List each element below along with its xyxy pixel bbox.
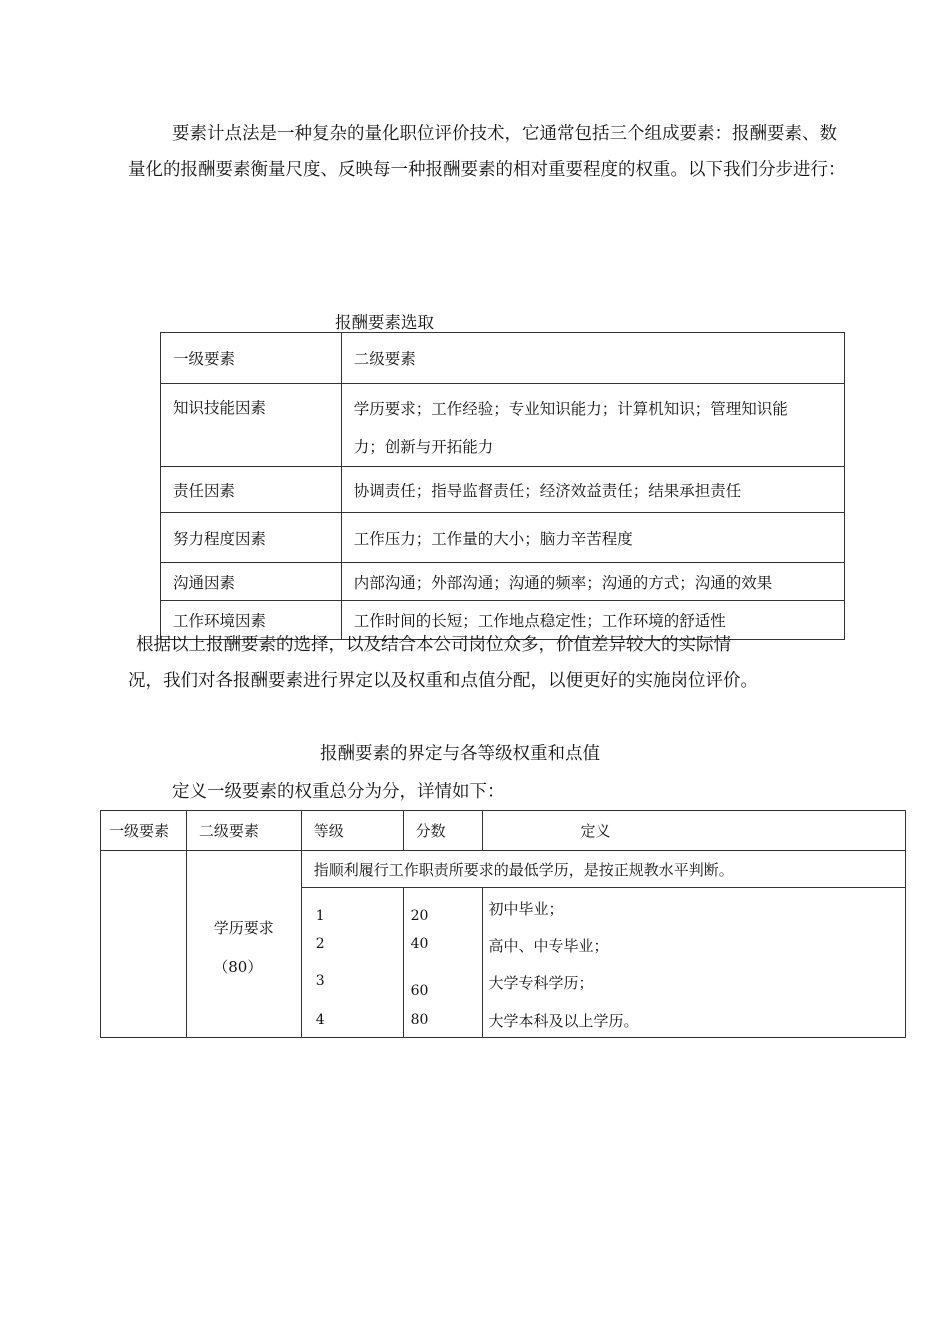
table2-level1-cell: [101, 851, 187, 1038]
intro-line-2: 量化的报酬要素衡量尺度、反映每一种报酬要素的相对重要程度的权重。以下我们分步进行：: [128, 160, 846, 180]
table2-factor-cell: [186, 851, 301, 1038]
table2-header-definition: 定义: [482, 811, 905, 851]
table2-factor-points: （80）: [213, 958, 263, 976]
table2-description-row: [101, 851, 906, 888]
factor-selection-table: [160, 332, 845, 640]
para2-line-2: 况，我们对各报酬要素进行界定以及权重和点值分配，以便更好的实施岗位评价。: [128, 671, 758, 691]
table2-level: 3: [315, 973, 325, 989]
section-title: 报酬要素的界定与各等级权重和点值: [320, 744, 600, 764]
table1-row-level2: 工作时间的长短；工作地点稳定性；工作环境的舒适性: [341, 601, 844, 640]
table2-header-score: 分数: [403, 811, 482, 851]
table1-row-level2-line2: 力；创新与开拓能力: [353, 438, 494, 456]
table1-row-level1: 知识技能因素: [161, 384, 342, 467]
table2-description: 指顺利履行工作职责所要求的最低学历，是按正规教水平判断。: [301, 851, 905, 888]
table2-score: 20: [410, 908, 429, 924]
table1-header-level1: 一级要素: [161, 333, 342, 384]
table2-level: 4: [315, 1012, 325, 1028]
table1-header-level2: 二级要素: [341, 333, 844, 384]
table1-caption: 报酬要素选取: [335, 313, 434, 332]
table2-level: 1: [315, 908, 325, 924]
table1-row: [161, 563, 845, 601]
table2-scores-cell: [403, 888, 482, 1038]
table1-row-level1: 沟通因素: [161, 563, 342, 601]
table2-header-row: [101, 811, 906, 851]
table2-levels-cell: [301, 888, 403, 1038]
table1-row: [161, 513, 845, 563]
table2-level: 2: [315, 936, 325, 952]
table2-header-level2: 二级要素: [186, 811, 301, 851]
table1-row-level2: 工作压力；工作量的大小；脑力辛苦程度: [341, 513, 844, 563]
table1-row-level2: [341, 384, 844, 467]
table2-definition: 大学本科及以上学历。: [488, 1012, 639, 1030]
table1-row-level1: 责任因素: [161, 467, 342, 513]
table2-definition: 高中、中专毕业；: [488, 937, 609, 955]
factor-weight-table: [100, 810, 906, 1038]
table1-row-level1: 工作环境因素: [161, 601, 342, 640]
table1-row-level2-line1: 学历要求；工作经验；专业知识能力；计算机知识；管理知识能: [353, 400, 788, 418]
table2-score: 60: [410, 983, 429, 999]
definition-line: 定义一级要素的权重总分为分，详情如下：: [172, 782, 505, 802]
intro-line-1: 要素计点法是一种复杂的量化职位评价技术，它通常包括三个组成要素：报酬要素、数: [172, 124, 837, 144]
table1-row-level1: 努力程度因素: [161, 513, 342, 563]
table2-score: 40: [410, 936, 429, 952]
table1-row-level2: 协调责任；指导监督责任；经济效益责任；结果承担责任: [341, 467, 844, 513]
para2-line-1: 根据以上报酬要素的选择，以及结合本公司岗位众多，价值差异较大的实际情: [136, 635, 731, 655]
table2-definition: 大学专科学历；: [488, 974, 594, 992]
table2-header-level1: 一级要素: [101, 811, 187, 851]
table2-definitions-cell: [482, 888, 905, 1038]
table2-score: 80: [410, 1012, 429, 1028]
table2-header-grade: 等级: [301, 811, 403, 851]
table1-row-level2: 内部沟通；外部沟通；沟通的频率；沟通的方式；沟通的效果: [341, 563, 844, 601]
table2-definition: 初中毕业；: [488, 900, 564, 918]
table2-factor-name: 学历要求: [213, 919, 274, 937]
table1-header-row: [161, 333, 845, 384]
table1-row: [161, 467, 845, 513]
table1-row: [161, 384, 845, 467]
